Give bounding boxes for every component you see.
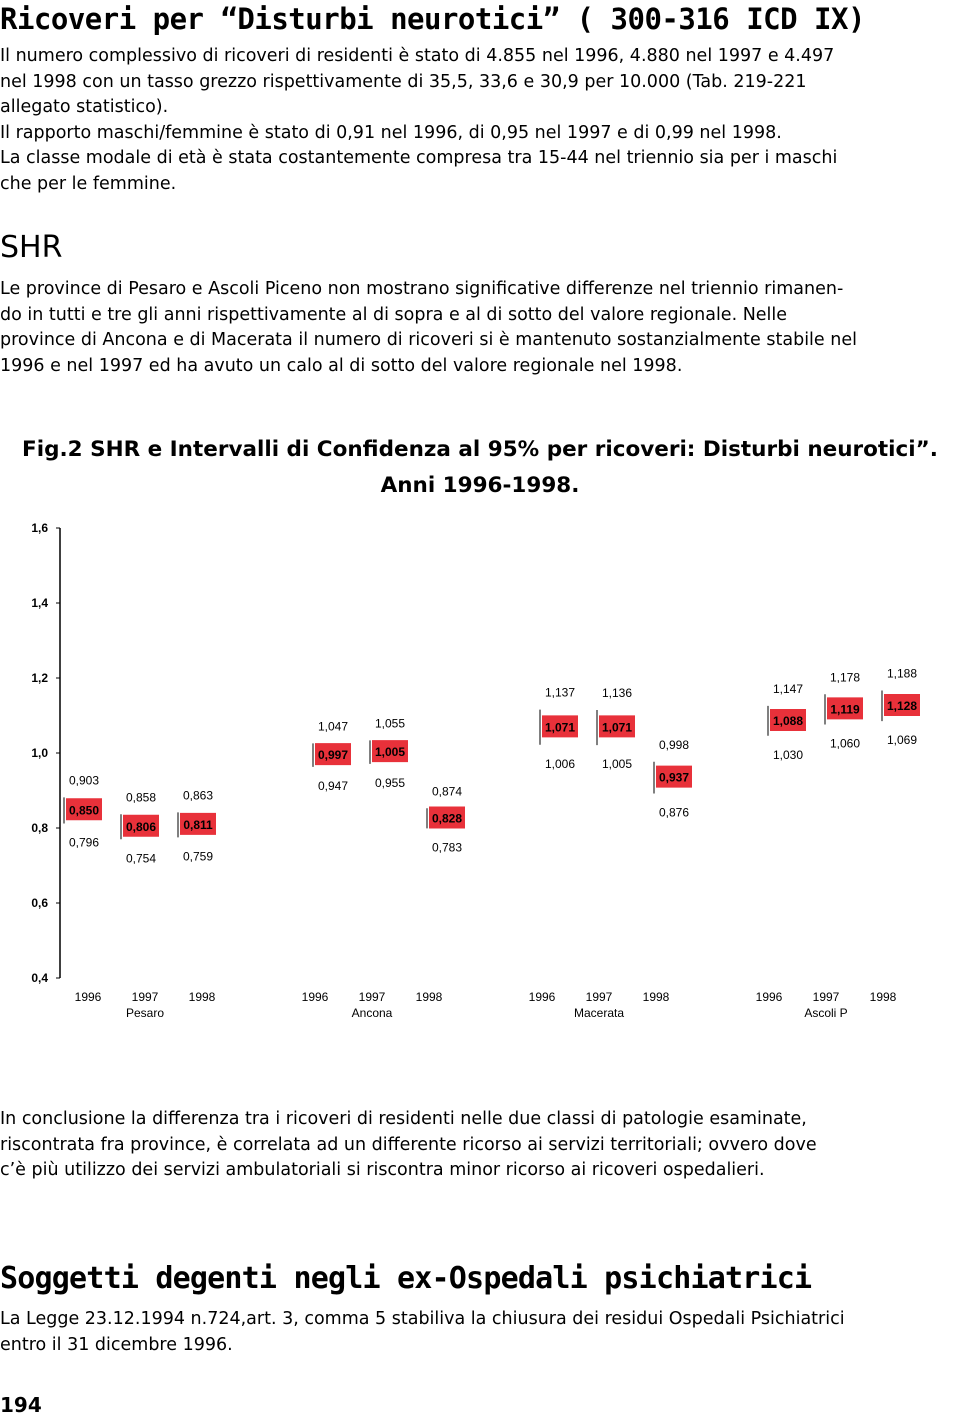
- x-year-label: 1996: [301, 990, 329, 1004]
- ci-upper-label: 1,137: [544, 685, 576, 700]
- y-tick-label: 1,2: [31, 671, 48, 685]
- ci-upper-label: 1,055: [374, 716, 406, 731]
- ci-upper-label: 0,858: [125, 790, 157, 805]
- x-year-label: 1997: [585, 990, 613, 1004]
- shr-line: 1996 e nel 1997 ed ha avuto un calo al di sotto del valore regionale nel 1998.: [0, 355, 683, 376]
- intro-line: La classe modale di età è stata costantemente compresa tra 15-44 nel triennio sia per i maschi: [0, 148, 838, 168]
- ci-lower-label: 1,005: [601, 757, 633, 772]
- conclusion-line: In conclusione la differenza tra i ricoveri di residenti nelle due classi di patologie esaminate,: [0, 1109, 807, 1129]
- ci-lower-label: 0,955: [374, 775, 406, 790]
- shr-value-label: 0,937: [658, 770, 690, 785]
- y-tick-label: 0,8: [31, 821, 48, 835]
- ci-upper-label: 1,188: [886, 666, 918, 681]
- ci-lower-label: 1,069: [886, 733, 918, 748]
- intro-paragraph: [0, 44, 958, 197]
- x-year-label: 1996: [528, 990, 556, 1004]
- shr-value-label: 0,997: [317, 748, 349, 763]
- shr-value-label: 0,828: [431, 811, 463, 826]
- intro-line: nel 1998 con un tasso grezzo rispettivamente di 35,5, 33,6 e 30,9 per 10.000 (Tab. 219-221: [0, 71, 807, 92]
- ci-lower-label: 0,759: [182, 849, 214, 864]
- ci-lower-label: 1,006: [544, 756, 576, 771]
- intro-line: Il numero complessivo di ricoveri di residenti è stato di 4.855 nel 1996, 4.880 nel 1997 e 4.497: [0, 46, 835, 66]
- shr-paragraph: [0, 277, 958, 379]
- ci-upper-label: 1,147: [772, 681, 804, 696]
- x-year-label: 1997: [812, 990, 840, 1004]
- shr-confidence-chart: [0, 515, 960, 1035]
- shr-value-label: 1,088: [772, 714, 804, 728]
- shr-line: Le province di Pesaro e Ascoli Piceno non mostrano significative differenze nel triennio rimanen-: [0, 279, 844, 299]
- y-tick-label: 1,0: [31, 746, 48, 760]
- figure-title-line: Fig.2 SHR e Intervalli di Confidenza al 95% per ricoveri: Disturbi neurotici”.: [22, 437, 938, 462]
- x-year-label: 1998: [869, 990, 897, 1004]
- x-year-label: 1997: [358, 990, 386, 1004]
- conclusion-paragraph: [0, 1107, 958, 1184]
- law-paragraph: [0, 1307, 958, 1358]
- x-year-label: 1996: [755, 990, 783, 1004]
- shr-value-label: 1,119: [830, 702, 860, 717]
- ci-lower-label: 0,783: [431, 840, 463, 855]
- x-year-label: 1998: [188, 990, 216, 1004]
- shr-value-label: 0,811: [183, 817, 213, 832]
- y-tick-label: 0,4: [31, 971, 48, 985]
- ci-upper-label: 1,136: [601, 686, 633, 700]
- intro-line: Il rapporto maschi/femmine è stato di 0,91 nel 1996, di 0,95 nel 1997 e di 0,99 nel 1998.: [0, 122, 782, 143]
- shr-value-label: 0,806: [125, 819, 157, 834]
- ci-upper-label: 0,863: [182, 788, 214, 803]
- ci-lower-label: 1,060: [829, 736, 861, 751]
- x-group-label: Ascoli P: [804, 1006, 848, 1020]
- law-line: entro il 31 dicembre 1996.: [0, 1334, 233, 1355]
- page-number: 194: [0, 1393, 42, 1417]
- figure-title: [0, 432, 960, 504]
- ci-upper-label: 1,178: [829, 670, 861, 685]
- ci-lower-label: 1,030: [772, 747, 804, 762]
- ci-upper-label: 0,998: [658, 737, 690, 752]
- x-year-label: 1996: [74, 990, 102, 1004]
- law-line: La Legge 23.12.1994 n.724,art. 3, comma 5 stabiliva la chiusura dei residui Ospedali Psichiatrici: [0, 1309, 845, 1329]
- ci-upper-label: 0,874: [431, 784, 463, 799]
- shr-line: province di Ancona e di Macerata il numero di ricoveri si è mantenuto sostanzialmente stabile nel: [0, 330, 857, 350]
- shr-value-label: 1,071: [544, 720, 576, 735]
- shr-value-label: 0,850: [68, 803, 100, 818]
- shr-value-label: 1,071: [601, 720, 633, 735]
- y-tick-label: 1,4: [31, 596, 48, 610]
- section-heading: Soggetti degenti negli ex-Ospedali psichiatrici: [0, 1261, 812, 1296]
- x-group-label: Ancona: [351, 1006, 393, 1020]
- x-group-label: Pesaro: [125, 1006, 165, 1020]
- y-tick-label: 1,6: [31, 521, 48, 535]
- ci-upper-label: 1,047: [317, 719, 349, 734]
- page-heading: Ricoveri per “Disturbi neurotici” ( 300-316 ICD IX): [0, 2, 865, 36]
- ci-lower-label: 0,947: [317, 778, 349, 793]
- shr-line: do in tutti e tre gli anni rispettivamente al di sopra e al di sotto del valore regionale. Nelle: [0, 304, 788, 325]
- ci-upper-label: 0,903: [68, 773, 100, 788]
- ci-lower-label: 0,796: [68, 835, 100, 850]
- shr-value-label: 1,005: [374, 745, 406, 760]
- intro-line: che per le femmine.: [0, 173, 177, 194]
- conclusion-line: c’è più utilizzo dei servizi ambulatoriali si riscontra minor ricorso ai ricoveri ospedalieri.: [0, 1160, 765, 1180]
- ci-lower-label: 0,876: [658, 805, 690, 820]
- ci-lower-label: 0,754: [125, 851, 157, 866]
- x-year-label: 1997: [131, 990, 159, 1004]
- x-year-label: 1998: [415, 990, 443, 1004]
- intro-line: allegato statistico).: [0, 97, 169, 117]
- x-group-label: Macerata: [573, 1006, 625, 1020]
- figure-title-line: Anni 1996-1998.: [380, 473, 580, 498]
- x-year-label: 1998: [642, 990, 670, 1004]
- y-tick-label: 0,6: [31, 896, 48, 910]
- shr-value-label: 1,128: [886, 699, 918, 713]
- shr-heading: SHR: [0, 230, 63, 265]
- conclusion-line: riscontrata fra province, è correlata ad un differente ricorso ai servizi territoriali; ovvero dove: [0, 1134, 817, 1155]
